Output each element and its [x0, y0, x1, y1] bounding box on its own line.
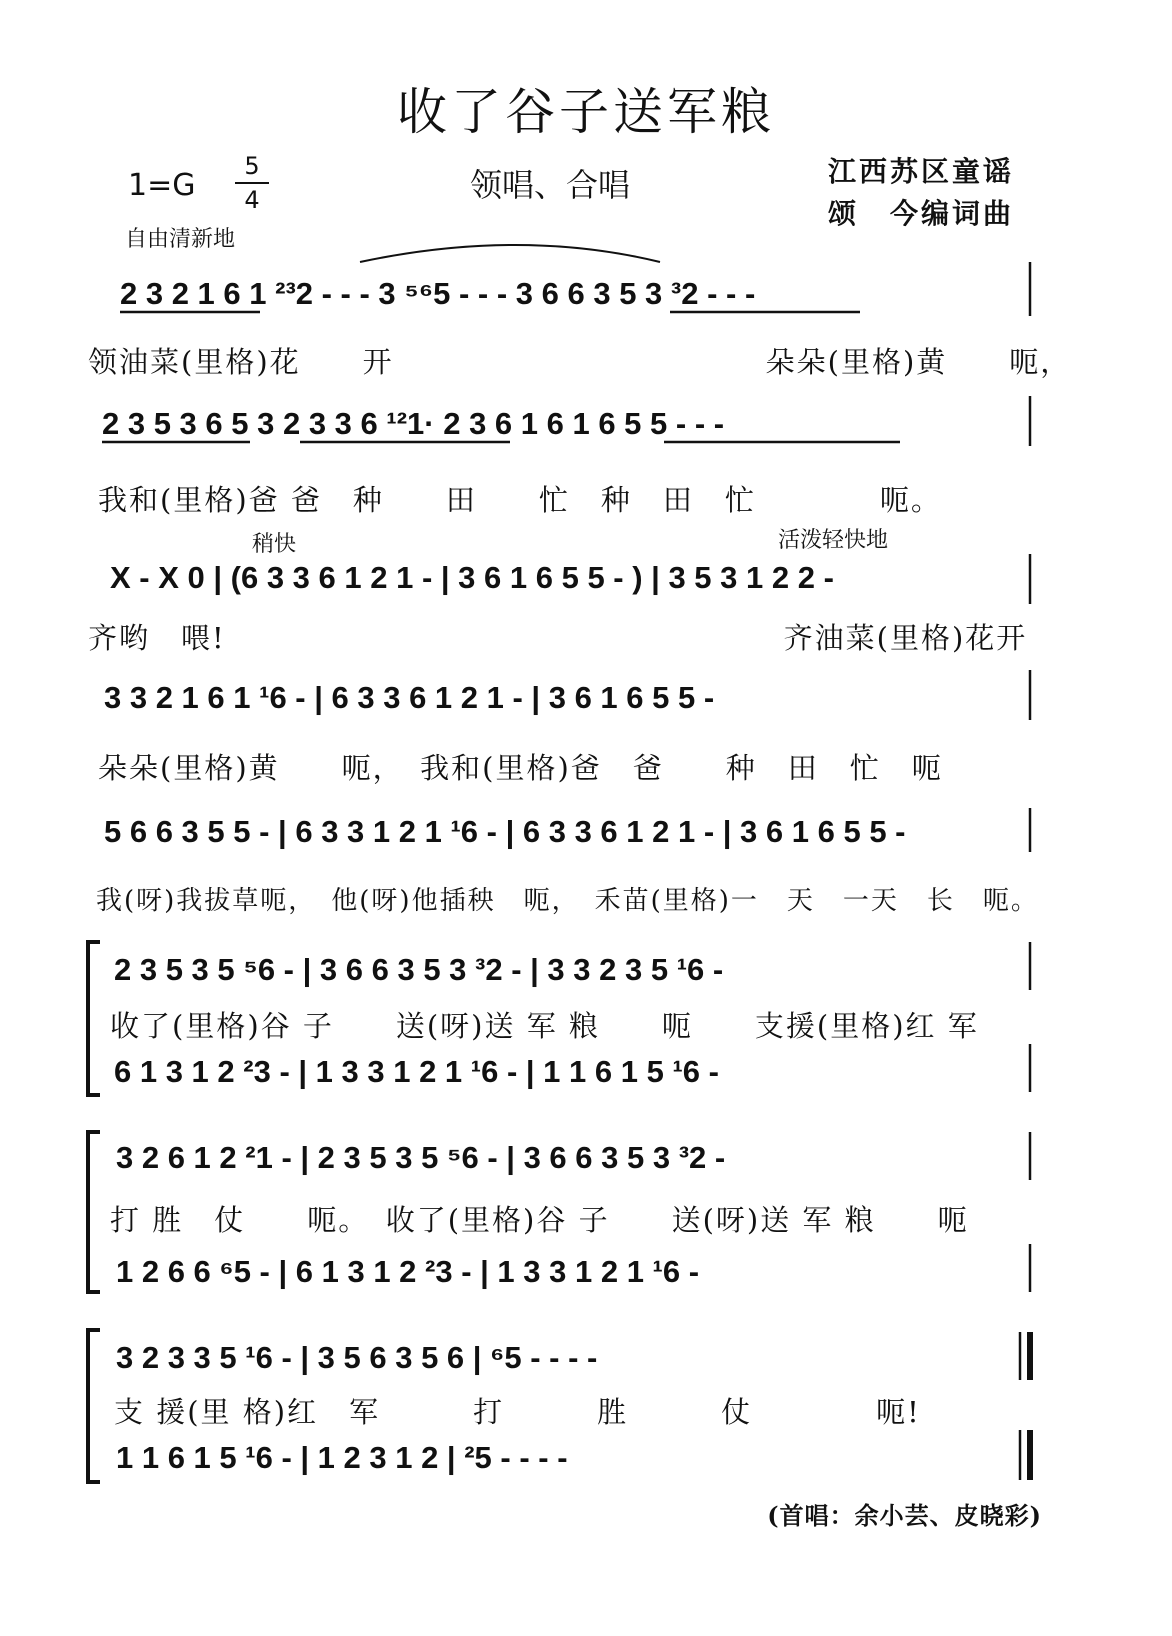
- notation-line-lower: 1 1 6 1 5 ¹6 - | 1 2 3 1 2 | ²5 - - - -: [116, 1440, 568, 1475]
- notation-line: 2 3 5 3 5 ⁵6 - | 3 6 6 3 5 3 ³2 - | 3 3 2 3 5 ¹6 -: [114, 952, 724, 987]
- lyric-line: 齐哟 喂! 齐油菜(里格)花开: [88, 621, 1028, 655]
- notation-line: 3 2 6 1 2 ²1 - | 2 3 5 3 5 ⁵6 - | 3 6 6 3 5 3 ³2 -: [116, 1140, 726, 1175]
- tempo-mark: 自由清新地: [125, 227, 236, 252]
- notation-line: 2 3 2 1 6 1 ²³2 - - - 3 ⁵⁶5 - - - 3 6 6 3 5 3 ³2 - - -: [120, 276, 756, 311]
- lyric-line: 我和(里格)爸 爸 种 田 忙 种 田 忙 呃。: [98, 483, 942, 517]
- notation-line-lower: 6 1 3 1 2 ²3 - | 1 3 3 1 2 1 ¹6 - | 1 1 6 1 5 ¹6 -: [114, 1054, 719, 1089]
- notation-line-lower: 1 2 6 6 ⁶5 - | 6 1 3 1 2 ²3 - | 1 3 3 1 2 1 ¹6 -: [116, 1254, 700, 1289]
- lyric-line: 打 胜 仗 呃。 收了(里格)谷 子 送(呀)送 军 粮 呃: [110, 1203, 969, 1237]
- time-signature-bottom: 4: [244, 186, 260, 214]
- system-bracket: [88, 1330, 100, 1482]
- tempo-mark: 稍快: [252, 532, 297, 557]
- notation-line: 3 3 2 1 6 1 ¹6 - | 6 3 3 6 1 2 1 - | 3 6 1 6 5 5 -: [104, 680, 715, 715]
- song-title: 收了谷子送军粮: [397, 83, 775, 141]
- performance-style: 领唱、合唱: [470, 166, 631, 204]
- first-singers: (首唱：余小芸、皮晓彩): [767, 1501, 1042, 1530]
- lyric-line: 朵朵(里格)黄 呃， 我和(里格)爸 爸 种 田 忙 呃: [98, 751, 943, 785]
- system-bracket: [88, 942, 100, 1095]
- system-bracket: [88, 1132, 100, 1292]
- credit-source: 江西苏区童谣: [828, 155, 1015, 188]
- credit-composer: 颂 今编词曲: [828, 197, 1015, 230]
- tempo-mark: 活泼轻快地: [778, 528, 889, 553]
- lyric-line: 我(呀)我拔草呃， 他(呀)他插秧 呃， 禾苗(里格)一 天 一天 长 呃。: [96, 886, 1039, 916]
- lyric-line: 支 援(里 格)红 军 打 胜 仗 呃!: [114, 1395, 921, 1429]
- time-signature-top: 5: [244, 152, 260, 180]
- notation-line: 3 2 3 3 5 ¹6 - | 3 5 6 3 5 6 | ⁶5 - - - -: [116, 1340, 598, 1375]
- key-signature: 1=G: [128, 168, 196, 203]
- lyric-line: 收了(里格)谷 子 送(呀)送 军 粮 呃 支援(里格)红 军: [110, 1009, 979, 1043]
- notation-line: 2 3 5 3 6 5 3 2 3 3 6 ¹²1· 2 3 6 1 6 1 6 5 5 - - -: [102, 406, 725, 441]
- slur: [360, 245, 660, 262]
- notation-line: X - X 0 | (6 3 3 6 1 2 1 - | 3 6 1 6 5 5 - ) | 3 5 3 1 2 2 -: [110, 560, 834, 595]
- lyric-line: 领油菜(里格)花 开 朵朵(里格)黄 呃，: [88, 345, 1072, 379]
- notation-line: 5 6 6 3 5 5 - | 6 3 3 1 2 1 ¹6 - | 6 3 3 6 1 2 1 - | 3 6 1 6 5 5 -: [104, 814, 906, 849]
